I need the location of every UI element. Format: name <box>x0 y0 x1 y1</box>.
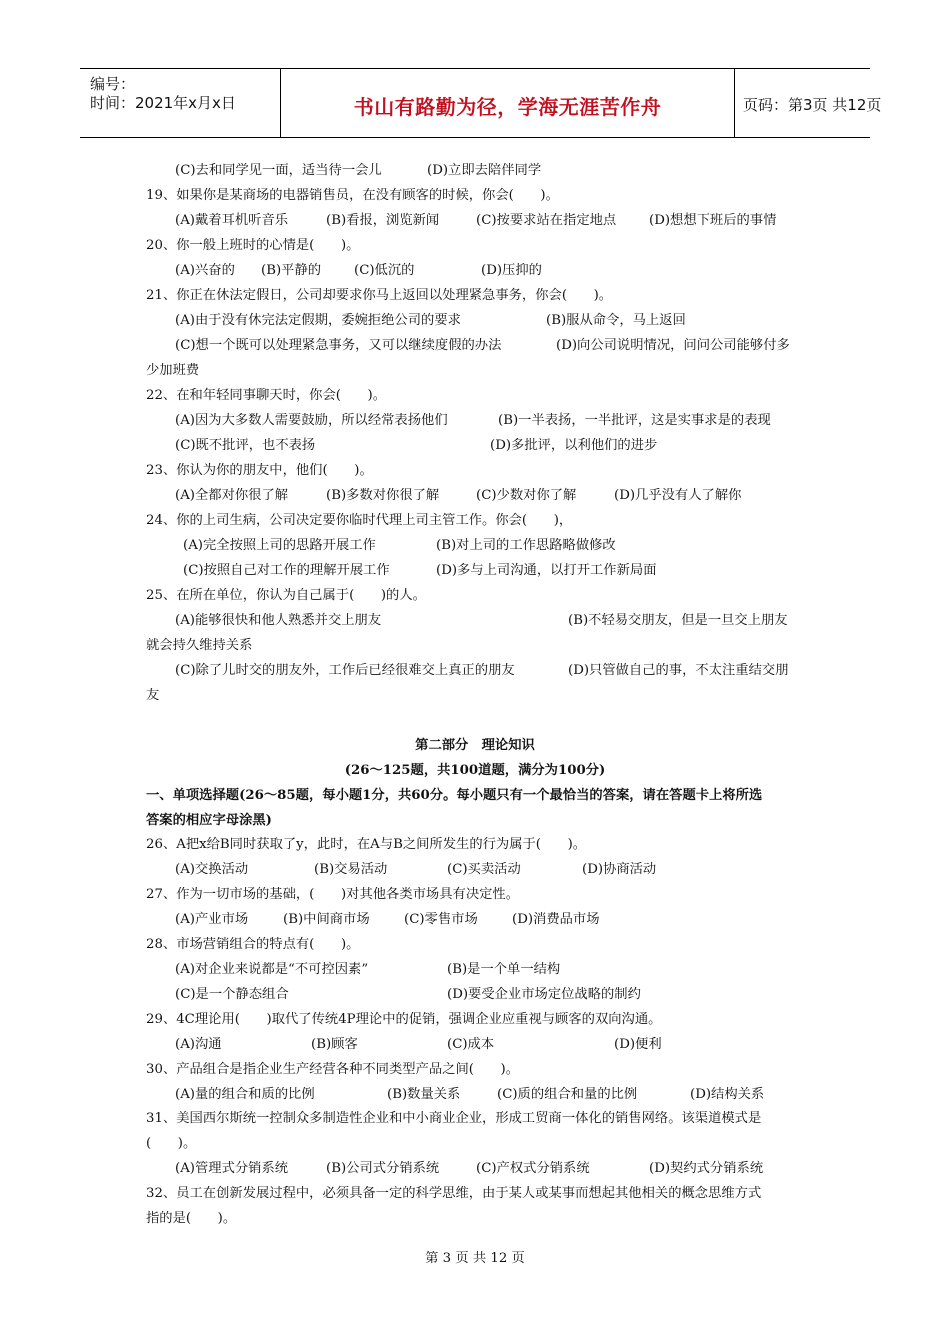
option: (A)交换活动 <box>175 862 249 877</box>
option: (C)买卖活动 <box>447 862 521 877</box>
option: (D)结构关系 <box>690 1087 765 1102</box>
question-stem: 28、市场营销组合的特点有( )。 <box>146 937 360 952</box>
option: (D)想想下班后的事情 <box>649 213 777 228</box>
date-label: 时间：2021年x月x日 <box>90 94 236 112</box>
option: (D)要受企业市场定位战略的制约 <box>447 987 641 1002</box>
option: (A)由于没有休完法定假期，委婉拒绝公司的要求 <box>175 313 461 328</box>
header-center-cell <box>280 69 735 137</box>
motto: 书山有路勤为径，学海无涯苦作舟 <box>353 95 662 119</box>
option: (A)能够很快和他人熟悉并交上朋友 <box>175 613 382 628</box>
option: (A)因为大多数人需要鼓励，所以经常表扬他们 <box>175 413 448 428</box>
text-line: ( )。 <box>146 1136 197 1151</box>
option: (C)想一个既可以处理紧急事务，又可以继续度假的办法 <box>175 338 502 353</box>
question-stem: 27、作为一切市场的基础，( )对其他各类市场具有决定性。 <box>146 887 520 902</box>
option: (B)多数对你很了解 <box>326 488 440 503</box>
option: (B)交易活动 <box>314 862 388 877</box>
option: (B)是一个单一结构 <box>447 962 561 977</box>
question-stem: 31、美国西尔斯统一控制众多制造性企业和中小商业企业，形成工贸商一体化的销售网络。该渠道模式是 <box>146 1111 762 1126</box>
option: (D)几乎没有人了解你 <box>614 488 742 503</box>
option: (C)按照自己对工作的理解开展工作 <box>183 563 390 578</box>
option: (C)零售市场 <box>404 912 478 927</box>
option: (A)戴着耳机听音乐 <box>175 213 289 228</box>
option: (D)压抑的 <box>481 263 542 278</box>
page-footer: 第 3 页 共 12 页 <box>425 1251 525 1266</box>
text-line: (C)去和同学见一面，适当待一会儿 <box>175 163 382 178</box>
option: (A)对企业来说都是“不可控因素” <box>175 962 369 977</box>
text-line: 指的是( )。 <box>146 1211 237 1226</box>
section-subtitle: (26～125题，共100道题，满分为100分) <box>344 763 606 778</box>
question-stem: 20、你一般上班时的心情是( )。 <box>146 238 360 253</box>
option: (B)对上司的工作思路略做修改 <box>436 538 616 553</box>
option: (A)管理式分销系统 <box>175 1161 289 1176</box>
option: (C)少数对你了解 <box>476 488 577 503</box>
question-stem: 25、在所在单位，你认为自己属于( )的人。 <box>146 588 426 603</box>
section-title: 第二部分 理论知识 <box>415 738 535 753</box>
serial-label: 编号： <box>90 75 136 93</box>
option: (D)多批评，以利他们的进步 <box>490 438 658 453</box>
page-label: 页码：第3页 共12页 <box>743 96 882 114</box>
option: (A)完全按照上司的思路开展工作 <box>183 538 376 553</box>
option: (B)服从命令，马上返回 <box>546 313 686 328</box>
question-stem: 32、员工在创新发展过程中，必须具备一定的科学思维，由于某人或某事而想起其他相关的概念思维方式 <box>146 1186 762 1201</box>
option: (B)公司式分销系统 <box>326 1161 440 1176</box>
option: (C)是一个静态组合 <box>175 987 289 1002</box>
instruction-line: 答案的相应字母涂黑) <box>146 813 272 828</box>
option: (A)全都对你很了解 <box>175 488 289 503</box>
option: (C)低沉的 <box>354 263 415 278</box>
option: (D)只管做自己的事，不太注重结交朋 <box>568 663 789 678</box>
option: (D)契约式分销系统 <box>649 1161 764 1176</box>
question-stem: 26、A把x给B同时获取了y，此时，在A与B之间所发生的行为属于( )。 <box>146 837 587 852</box>
question-stem: 30、产品组合是指企业生产经营各种不同类型产品之间( )。 <box>146 1062 520 1077</box>
option: (C)产权式分销系统 <box>476 1161 590 1176</box>
question-stem: 22、在和年轻同事聊天时，你会( )。 <box>146 388 387 403</box>
option: (B)一半表扬，一半批评，这是实事求是的表现 <box>498 413 771 428</box>
header-left-cell <box>80 69 280 137</box>
option: (D)便利 <box>614 1037 662 1052</box>
option: (D)消费品市场 <box>512 912 600 927</box>
option: (B)不轻易交朋友，但是一旦交上朋友 <box>568 613 788 628</box>
option: (C)质的组合和量的比例 <box>497 1087 638 1102</box>
option: (D)向公司说明情况，问问公司能够付多 <box>556 338 790 353</box>
header-right-cell <box>735 69 882 137</box>
option: (B)数量关系 <box>387 1087 461 1102</box>
option: (B)顾客 <box>311 1037 358 1052</box>
question-stem: 29、4C理论用( )取代了传统4P理论中的促销，强调企业应重视与顾客的双向沟通。 <box>146 1012 662 1027</box>
text-line: 友 <box>146 688 160 703</box>
instruction-line: 一、单项选择题(26～85题，每小题1分，共60分。每小题只有一个最恰当的答案，请在答题卡上将所选 <box>146 788 763 803</box>
option: (A)兴奋的 <box>175 263 235 278</box>
option: (C)除了儿时交的朋友外，工作后已经很难交上真正的朋友 <box>175 663 515 678</box>
question-stem: 21、你正在休法定假日，公司却要求你马上返回以处理紧急事务，你会( )。 <box>146 288 613 303</box>
option: (D)协商活动 <box>582 862 657 877</box>
text-line: 少加班费 <box>146 363 200 378</box>
question-stem: 24、你的上司生病，公司决定要你临时代理上司主管工作。你会( )， <box>146 513 573 528</box>
question-stem: 23、你认为你的朋友中，他们( )。 <box>146 463 373 478</box>
text-line: (D)立即去陪伴同学 <box>427 163 542 178</box>
page-header <box>80 68 882 138</box>
option: (B)中间商市场 <box>283 912 370 927</box>
option: (A)产业市场 <box>175 912 249 927</box>
option: (D)多与上司沟通，以打开工作新局面 <box>436 563 657 578</box>
option: (B)看报，浏览新闻 <box>326 213 440 228</box>
question-stem: 19、如果你是某商场的电器销售员，在没有顾客的时候，你会( )。 <box>146 188 559 203</box>
option: (C)按要求站在指定地点 <box>476 213 617 228</box>
option: (A)量的组合和质的比例 <box>175 1087 315 1102</box>
option: (C)成本 <box>447 1037 495 1052</box>
option: (C)既不批评，也不表扬 <box>175 438 316 453</box>
option: (B)平静的 <box>261 263 322 278</box>
option: (A)沟通 <box>175 1037 222 1052</box>
text-line: 就会持久维持关系 <box>146 638 253 653</box>
